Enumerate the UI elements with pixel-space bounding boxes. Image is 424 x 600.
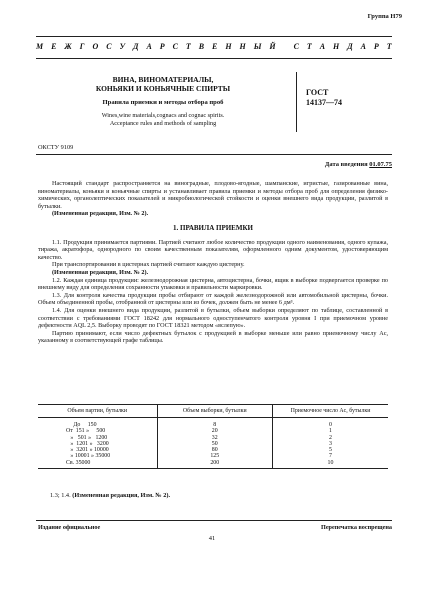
sampling-table — [38, 404, 388, 469]
top-rule — [36, 36, 392, 37]
gost-number — [306, 88, 342, 107]
table-cell: 50 — [157, 441, 273, 447]
english-title-1: Wines,wine materials,cognacs and cognac spirits. — [101, 112, 225, 120]
paragraph-1-4b: Партию принимают, если число дефектных бутылок с продукцией в выборке меньше или равно приемочному числу Ac, указанному в соответствующей графе таблицы. — [38, 329, 388, 345]
footer-rule — [36, 520, 392, 521]
note-amendment: (Измененная редакция, Изм. № 2). — [72, 492, 171, 499]
title-line-2: КОНЬЯКИ И КОНЬЯЧНЫЕ СПИРТЫ — [95, 83, 231, 93]
table-row — [38, 460, 388, 469]
amendment-note: (Измененная редакция, Изм. № 2). — [52, 268, 149, 276]
title-divider — [296, 72, 297, 132]
note-prefix: 1.3; 1.4. — [50, 492, 73, 499]
page-number: 41 — [208, 535, 216, 542]
table-cell: 1 — [273, 428, 389, 434]
english-title-2: Acceptance rules and methods of sampling — [109, 119, 217, 127]
table-cell: » 1201 » 3200 — [66, 440, 109, 447]
table-cell: 80 — [157, 447, 273, 453]
table-cell: 2 — [273, 435, 389, 441]
table-cell: 125 — [157, 453, 273, 459]
table-cell: Св. 35000 — [38, 460, 157, 469]
table-header: Объем партии, бутылки — [38, 405, 157, 418]
group-code: Группа Н79 — [367, 13, 402, 20]
title-line-1: ВИНА, ВИНОМАТЕРИАЛЫ, — [112, 75, 214, 84]
table-cell: До 150 — [66, 422, 97, 428]
amendment-note: (Измененная редакция, Изм. № 2). — [52, 210, 149, 218]
table-header: Объем выборки, бутылки — [157, 405, 273, 418]
table-cell: 5 — [273, 447, 389, 453]
table-header: Приемочное число Ac, бутылки — [273, 405, 389, 418]
table-cell: 32 — [157, 435, 273, 441]
table-row — [38, 418, 388, 429]
paragraph-1-1: 1.1. Продукция принимается партиями. Партией считают любое количество продукции одного наименования, одного купажа, тиража, акратофора, однородного по своим качественным показателям, оформленного одним документом, удостоверяющим качество. — [38, 238, 388, 261]
title-block — [38, 76, 288, 127]
paragraph-1-1b: При транспортировании в цистернах партией считают каждую цистерну. — [52, 261, 245, 269]
introduction-date — [325, 161, 392, 168]
table-cell: От 151 » 500 — [66, 428, 106, 435]
paragraph-1-3: 1.3. Для контроля качества продукции пробы отбирают от каждой железнодорожной или автомобильной цистерны, бочки. Объем объединенной пробы, отобранной от цистерны или из бочек, должен быть не менее 6 дм³. — [38, 291, 388, 307]
paragraph-1-4: 1.4. Для оценки внешнего вида продукции, разлитой в бутылки, объем выборки определяют по таблице, составленной в соответствии с требованиями ГОСТ 18242 для нормального одноступенчатого контроля уровня I при приемочном уровне дефектности AQL 2,5. Выборку проводят по ГОСТ 18321 методом «вслепую». — [38, 306, 388, 330]
subtitle: Правила приемки и методы отбора проб — [102, 99, 224, 107]
official-edition-label: Издание официальное — [38, 524, 101, 531]
table-cell: 200 — [157, 460, 273, 469]
table-cell: 3 — [273, 441, 389, 447]
table-cell: » 501 » 1200 — [66, 434, 108, 441]
date-value: 01.07.75 — [369, 161, 392, 168]
standard-heading: М Е Ж Г О С У Д А Р С Т В Е Н Н Ы Й С Т А Н Д А Р Т — [36, 42, 392, 51]
table-cell: 10 — [273, 460, 389, 469]
gost-label: ГОСТ — [306, 88, 329, 97]
okstu-rule — [36, 154, 392, 155]
document-body — [38, 180, 388, 345]
date-label: Дата введения — [324, 161, 370, 168]
table-cell: 20 — [157, 428, 273, 434]
table-note — [50, 492, 170, 499]
intro-paragraph: Настоящий стандарт распространяется на виноградные, плодово-ягодные, шампанские, игристые, газированные вина, виноматериалы, коньяки и коньячные спирты и устанавливает правила приемки и методы отбора проб для определения физико-химических, органолептических показателей и микробиологической стойкости и оценки внешнего вида продукции, разлитой в бутылки. — [38, 180, 388, 210]
paragraph-1-2: 1.2. Каждая единица продукции: железнодорожная цистерна, автоцистерна, бочки, ящик в выборке подвергается проверке по внешнему виду для определения сохранности упаковки и правильности маркировки. — [38, 276, 388, 292]
okstu-code: ОКСТУ 9109 — [38, 144, 74, 151]
section-heading: 1. ПРАВИЛА ПРИЕМКИ — [173, 223, 253, 232]
heading-rule — [36, 58, 392, 59]
reprint-prohibited-label: Перепечатка воспрещена — [321, 524, 392, 531]
table-cell: » 3201 » 10000 — [66, 447, 109, 454]
table-cell: 0 — [273, 418, 389, 429]
table-cell: 8 — [157, 418, 273, 429]
gost-code: 14137—74 — [306, 97, 342, 107]
table-cell: » 10001 » 35000 — [66, 453, 111, 460]
table-cell: 7 — [273, 453, 389, 459]
